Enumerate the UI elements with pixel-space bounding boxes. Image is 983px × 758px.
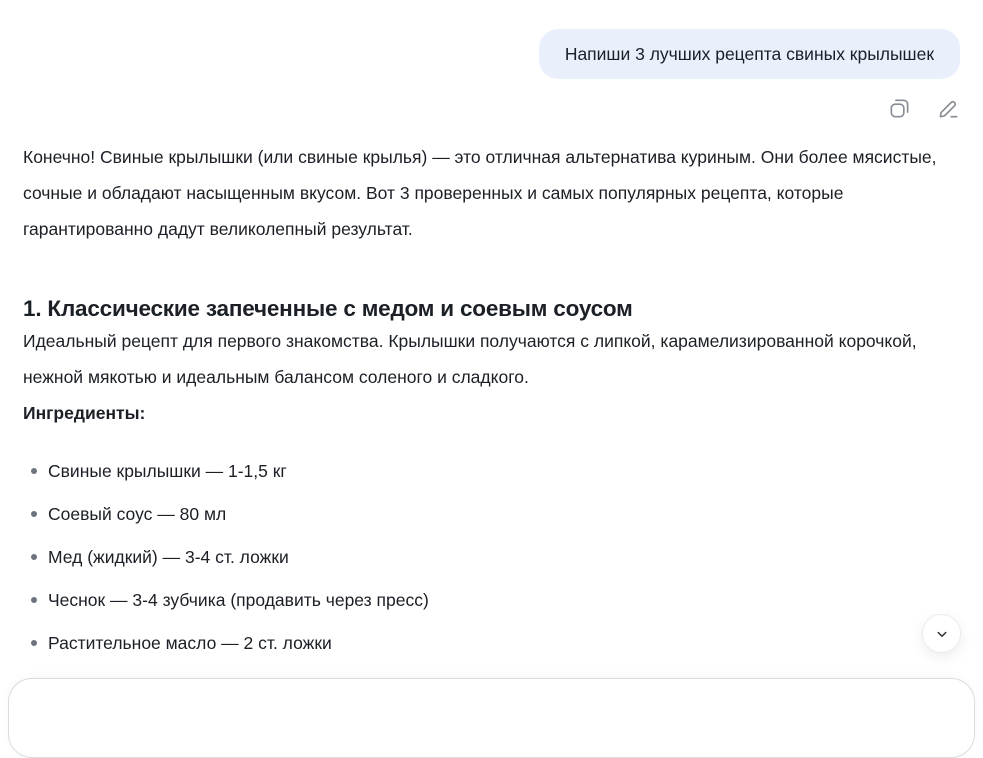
ingredients-label: Ингредиенты: [23, 403, 146, 423]
user-message-bubble: Напиши 3 лучших рецепта свиных крылышек [539, 29, 960, 79]
intro-paragraph: Конечно! Свиные крылышки (или свиные крылья) — это отличная альтернатива куриным. Они более мясистые, сочные и обладают насыщенным вкусом. Вот 3 проверенных и самых популярных рецепта, которые гарантированно дадут великолепный результат. [23, 147, 937, 239]
message-input-container[interactable] [8, 678, 975, 758]
list-item: Соевый соус — 80 мл [23, 500, 960, 528]
user-message-row [23, 29, 960, 79]
recipe-1-description: Идеальный рецепт для первого знакомства. Крылышки получаются с липкой, карамелизированной корочкой, нежной мякотью и идеальным балансом соленого и сладкого. [23, 331, 917, 387]
edit-icon [937, 97, 960, 120]
list-item: Растительное масло — 2 ст. ложки [23, 629, 960, 657]
copy-icon [888, 97, 911, 120]
edit-message-button[interactable] [936, 96, 960, 120]
scroll-to-bottom-button[interactable] [922, 614, 961, 653]
message-actions [23, 96, 960, 120]
list-item: Мед (жидкий) — 3-4 ст. ложки [23, 543, 960, 571]
chevron-down-icon [933, 625, 951, 643]
recipe-1-heading: 1. Классические запеченные с медом и соевым соусом [23, 296, 633, 321]
list-item: Свиные крылышки — 1-1,5 кг [23, 457, 960, 485]
copy-message-button[interactable] [887, 96, 911, 120]
assistant-message [23, 139, 960, 657]
ingredients-list [23, 457, 960, 657]
list-item: Чеснок — 3-4 зубчика (продавить через пресс) [23, 586, 960, 614]
